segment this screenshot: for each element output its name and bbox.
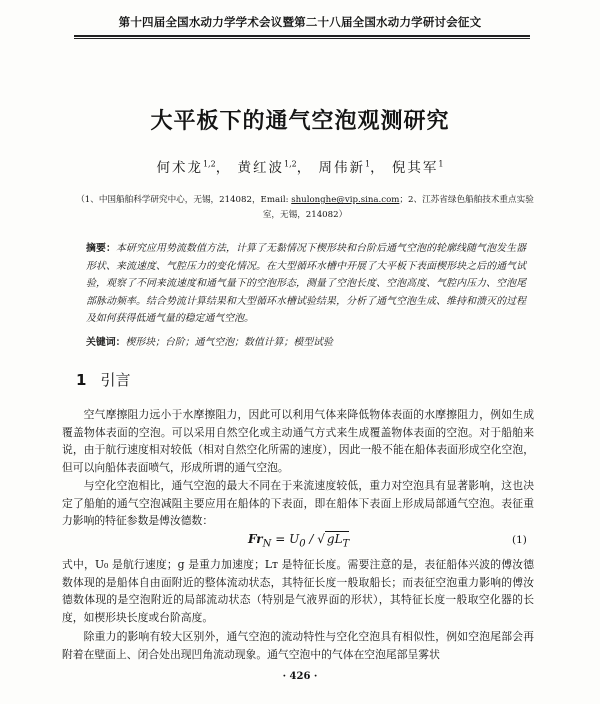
affiliation-text: （1、中国船舶科学研究中心，无锡，214082，Email: bbox=[76, 195, 292, 205]
affiliation-text-2: ；2、江苏省绿色船舶技术重点实验室，无锡，214082） bbox=[262, 195, 534, 220]
keywords bbox=[86, 335, 526, 351]
author-affiliation-mark: 1,2 bbox=[284, 159, 297, 169]
affiliation bbox=[70, 193, 540, 223]
author-name: 倪其军 bbox=[391, 160, 439, 176]
page-number: · 426 · bbox=[282, 671, 318, 682]
email-link[interactable]: shulonghe@vip.sina.com bbox=[291, 195, 400, 205]
formula-lhs-sub: N bbox=[262, 538, 272, 550]
body-paragraph-3: 式中，U₀ 是航行速度；g 是重力加速度；Lᴛ 是特征长度。需要注意的是，表征船体兴波的傅汝德数体现的是船体自由面附近的整体流动状态，其特征长度一般取船长；而表征空泡重力影响的傅汝德数体现的是空泡附近的局部流动状态（特别是气液界面的形状），其特征长度一般取空化器的长度，如楔形块长度或台阶高度。 bbox=[62, 558, 534, 624]
author-affiliation-mark: 1 bbox=[365, 159, 371, 169]
body-paragraph-4: 除重力的影响有较大区别外，通气空泡的流动特性与空化空泡具有相似性，例如空泡尾部会再附着在壁面上、闭合处出现凹角流动现象。通气空泡中的气体在空泡尾部呈雾状 bbox=[62, 630, 534, 661]
section-heading bbox=[76, 369, 130, 390]
author-name: 周伟新 bbox=[318, 160, 366, 176]
formula-eq: = U bbox=[271, 532, 300, 546]
body-paragraph-1: 空气摩擦阻力远小于水摩擦阻力，因此可以利用气体来降低物体表面的水摩擦阻力，例如生成覆盖物体表面的空泡。可以采用自然空化或主动通气方式来生成覆盖物体表面的空泡。对于船舶来说，由于航行速度相对较低（相对自然空化所需的速度），因此一般不能在船体表面形成空化空泡，但可以向船体表面喷气，形成所谓的通气空泡。 bbox=[62, 408, 534, 474]
header-rule bbox=[74, 35, 530, 37]
equation-body: $Fr_N = U_0$ / √ $gL_T$ bbox=[248, 532, 350, 550]
abstract bbox=[86, 240, 526, 328]
equation bbox=[0, 532, 600, 552]
body-paragraph-2: 与空化空泡相比，通气空泡的最大不同在于来流速度较低，重力对空泡具有显著影响，这也决定了船舶的通气空泡减阻主要应用在船体的下表面，即在船体下表面上形成局部通气空泡。表征重力影响的特征参数是傅汝德数： bbox=[62, 479, 534, 527]
formula-sqrt bbox=[325, 531, 350, 550]
author-name: 何术龙 bbox=[156, 160, 203, 176]
keywords-label: 关键词： bbox=[86, 337, 126, 348]
author-list: 何术龙$^{1,2}$， 黄红波$^{1,2}$， 周伟新$^1$， 倪其军$^1$ bbox=[156, 159, 444, 176]
equation-number: (1) bbox=[512, 534, 527, 546]
formula-u-sub: 0 bbox=[299, 538, 306, 550]
keywords-text: 楔形块；台阶；通气空泡；数值计算；模型试验 bbox=[125, 337, 333, 348]
author-affiliation-mark: 1 bbox=[438, 159, 444, 169]
formula-sqrt-sub: T bbox=[342, 538, 350, 550]
abstract-text: 本研究应用势流数值方法，计算了无黏情况下楔形块和台阶后通气空泡的轮廓线随气泡发生器形状、来流速度、气腔压力的变化情况。在大型循环水槽中开展了大平板下表面楔形块之后的通气试验，观察了不同来流速度和通气量下的空泡形态，测量了空泡长度、空泡高度、气腔内压力、空泡尾部脉动频率。结合势流计算结果和大型循环水槽试验结果，分析了通气空泡生成、维持和溃灭的过程及如何获得低通气量的稳定通气空泡。 bbox=[86, 243, 526, 325]
formula-lhs: Fr bbox=[248, 532, 263, 546]
section-number: 1 bbox=[76, 371, 87, 389]
section-title: 引言 bbox=[100, 371, 131, 389]
author-affiliation-mark: 1,2 bbox=[202, 159, 216, 169]
author-name: 黄红波 bbox=[237, 160, 284, 176]
header-rule-thin bbox=[74, 38, 530, 39]
formula-sqrt-body: gL bbox=[326, 532, 343, 546]
formula-slash: / bbox=[305, 532, 318, 546]
abstract-label: 摘要： bbox=[86, 243, 117, 254]
running-header: 第十四届全国水动力学学术会议暨第二十八届全国水动力学研讨会征文 bbox=[118, 15, 482, 29]
paper-title: 大平板下的通气空泡观测研究 bbox=[150, 109, 450, 134]
